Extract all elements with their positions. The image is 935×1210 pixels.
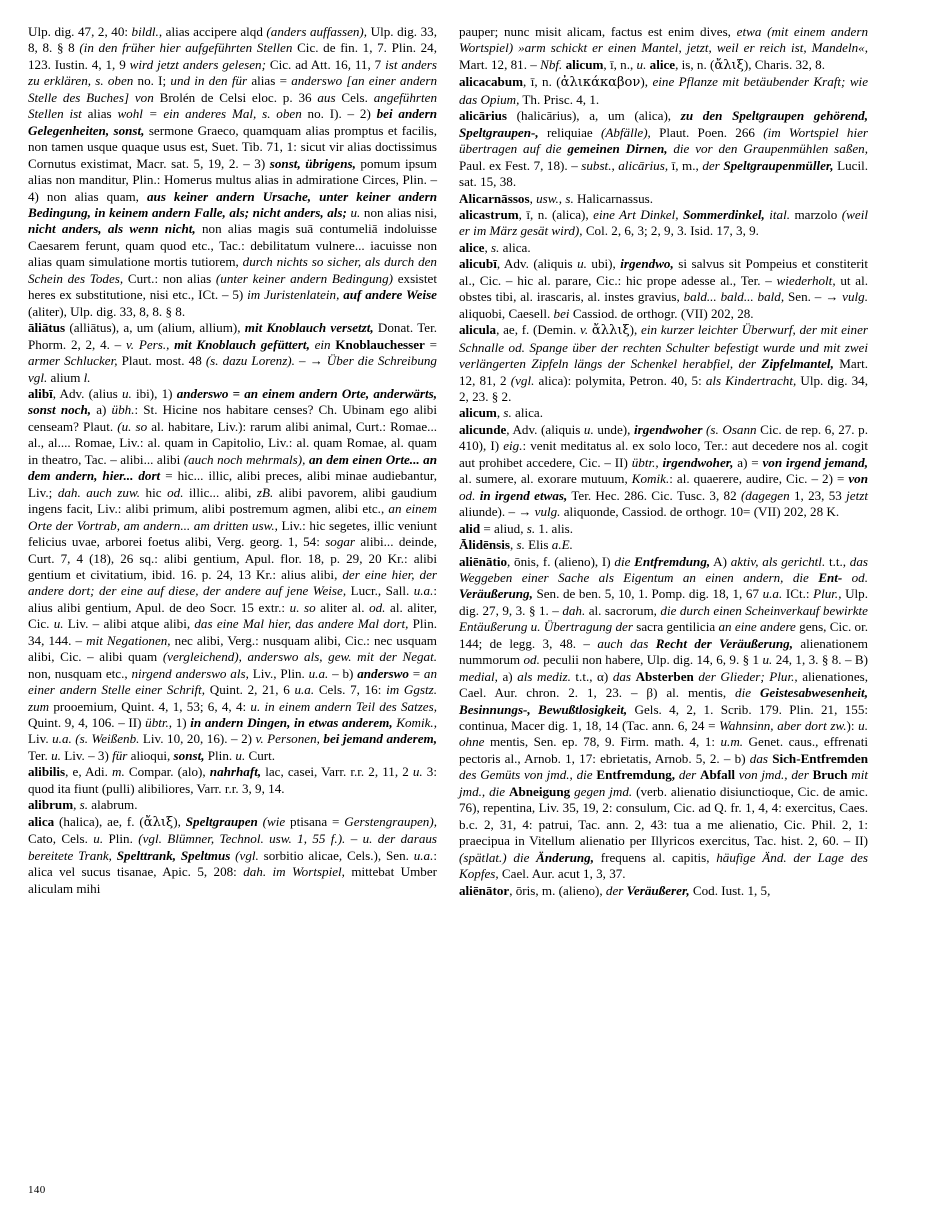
dictionary-entry: pauper; nunc misit alicam, factus est enim dives, etwa (mit einem andern Wortspiel) »arm schickt er einen Mantel, jetzt, weil er reich ist, Mandeln«, Mart. 12, 81. – Nbf. alicum, ī, n., u. alice, is, n. (ἄλιξ), Charis. 32, 8. — [459, 24, 868, 73]
dictionary-entry: alicubī, Adv. (aliquis u. ubi), irgendwo, si salvus sit Pompeius et constiterit al., Cic. – hic al. parare, Cic.: hic prope adesse al., Ter. – wiederholt, ut al. obstes tibi, al. irascaris, al. instes gravius, bald... bald... bald, Sen. – → vulg. aliquobi, Caesell. bei Cassiod. de orthogr. (VII) 202, 28. — [459, 256, 868, 321]
dictionary-entry: alice, s. alica. — [459, 239, 531, 255]
dictionary-entry: alid = aliud, s. 1. alis. — [459, 520, 573, 536]
dictionary-entry: alibilis, e, Adi. m. Compar. (alo), nahrhaft, lac, casei, Varr. r.r. 2, 11, 2 u. 3: quod ita fiunt (pulli) alibiliores, Varr. r.r. 3, 9, 14. — [28, 764, 437, 796]
dictionary-entry: alicunde, Adv. (aliquis u. unde), irgendwoher (s. Osann Cic. de rep. 6, 27. p. 410), I) eig.: venit meditatus al. ex solo loco, Ter.: aut decedere nos al. cogit aut prohibet accedere, Cic. – II) übtr., irgendwoher, a) = von irgend jemand, al. sumere, al. exorare mutuum, Komik.: al. quaerere, audire, Cic. – 2) = von od. in irgend etwas, Ter. Hec. 286. Cic. Tusc. 3, 82 (dagegen 1, 23, 53 jetzt aliunde). – → vulg. aliquonde, Cassiod. de orthogr. 10= (VII) 202, 28 K. — [459, 421, 868, 520]
dictionary-entry: aliēnātio, ōnis, f. (alieno), I) die Entfremdung, A) aktiv, als gerichtl. t.t., das Weggeben einer Sache als Eigentum an einen andern, die Ent- od. Veräußerung, Sen. de ben. 5, 10, 1. Pomp. dig. 18, 1, 67 u.a. ICt.: Plur., Ulp. dig. 27, 9, 3. § 1. – dah. al. sacrorum, die durch einen Scheinverkauf bewirkte Entäußerung u. Übertragung der sacra gentilicia an eine andere gens, Cic. or. 144; de legg. 3, 48. – auch das Recht der Veräußerung, alienationem nummorum od. peculii non habere, Ulp. dig. 14, 6, 9. § 1 u. 24, 1, 3. § 8. – B) medial, a) als mediz. t.t., α) das Absterben der Glieder; Plur., alienationes, Cael. Aur. chron. 2. 1, 23. – β) al. mentis, die Geistesabwesenheit, Besinnungs-, Bewußtlosigkeit, Gels. 4, 2, 1. Scrib. 179. Plin. 21, 155: continua, Macer dig. 1, 18, 14 (Tac. ann. 6, 24 = Wahnsinn, aber dort zw.): u. ohne mentis, Sen. ep. 78, 9. Firm. math. 4, 1: u.m. Genet. caus., effrenati pectoris al., Arnob. 1, 17: ebrietatis, Arnob. 5, 2. – b) das Sich-Entfremden des Gemüts von jmd., die Entfremdung, der Abfall von jmd., der Bruch mit jmd., die Abneigung gegen jmd. (verb. alienatio disiunctioque, Cic. de amic. 76), repentina, Liv. 35, 19, 2: consulum, Cic. ad Q. fr. 1, 4, 4: exercitus, Caes. b.c. 2, 31, 4: patrui, Tac. ann. 2, 43: tua a me alienatio, Cic. Phil. 2, 1: praecipua in Vitellum alienatio per Illyricos exercitus, Tac. hist. 2, 60. – II) (spätlat.) die Änderung, frequens al. capitis, häufige Änd. der Lage des Kopfes, Cael. Aur. acut 1, 3, 37. — [459, 553, 869, 882]
dictionary-entry: alica (halica), ae, f. (ἄλιξ), Speltgraupen (wie ptisana = Gerstengraupen), Cato, Cels. u. Plin. (vgl. Blümner, Technol. usw. 1, 55 f.). – u. der daraus bereitete Trank, Spelttrank, Speltmus (vgl. sorbitio alicae, Cels.), Sen. u.a.: alica vel sucus tisanae, Apic. 5, 208: dah. im Wortspiel, mittebat Umber aliculam mihi — [28, 813, 438, 896]
page-number: 140 — [28, 1184, 46, 1196]
left-text-column — [28, 24, 437, 897]
dictionary-entry: Alicarnāssos, usw., s. Halicarnassus. — [459, 190, 653, 206]
right-text-column — [459, 24, 868, 899]
dictionary-entry: alicastrum, ī, n. (alica), eine Art Dinkel, Sommerdinkel, ital. marzolo (weil er im März gesät wird), Col. 2, 6, 3; 2, 9, 3. Isid. 17, 3, 9. — [459, 206, 868, 239]
dictionary-entry: Ulp. dig. 47, 2, 40: bildl., alias accipere alqd (anders auffassen), Ulp. dig. 33, 8, 8. § 8 (in den früher hier aufgeführten Stellen Cic. de fin. 1, 7. Plin. 24, 123. Iustin. 4, 1, 9 wird jetzt anders gelesen; Cic. ad Att. 16, 11, 7 ist anders zu erklären, s. oben no. I; und in den für alias = anderswo [an einer andern Stelle des Buches] von Brolén de Celsi eloc. p. 36 aus Cels. angeführten Stellen ist alias wohl = ein anderes Mal, s. oben no. I). – 2) bei andern Gelegenheiten, sonst, sermone Graeco, quamquam alias promptus et facilis, non tamen usque quaque usus est, Suet. Tib. 71, 1: sicut vir alias doctissimus Cornutus existimat, Macr. sat. 5, 19, 2. – 3) sonst, übrigens, pomum ipsum alias non manditur, Plin.: Homerus multus alias in admiratione Circes, Plin. – 4) non alias quam, aus keiner andern Ursache, unter keiner andern Bedingung, in keinem andern Falle, als; nicht anders, als; u. non alias nisi, nicht anders, als wenn nicht, non alias magis suā contumeliā indoluisse Caesarem ferunt, quam quod etc., Tac.: debilitatum vulnere... iacuisse non alias quam simulatione mortis tutiorem, durch nichts so sicher, als durch den Schein des Todes, Curt.: non alias (unter keiner andern Bedingung) exsistet heres ex substitutione, nisi etc., ICt. – 5) im Juristenlatein, auf andere Weise (aliter), Ulp. dig. 33, 8, 8. § 8. — [28, 24, 437, 319]
two-column-layout — [28, 24, 907, 899]
dictionary-entry: alicum, s. alica. — [459, 405, 544, 421]
dictionary-entry: alicula, ae, f. (Demin. v. ἄλλιξ), ein kurzer leichter Überwurf, der mit einer Schnalle od. Spange über der rechten Schulter befestigt wurde und mit zwei verlängerten Zipfeln längs der Schenkel herabfiel, der Zipfelmantel, Mart. 12, 81, 2 (vgl. alica): polymita, Petron. 40, 5: als Kindertracht, Ulp. dig. 34, 2, 23. § 2. — [459, 322, 869, 404]
dictionary-entry: alicārius (halicārius), a, um (alica), zu den Speltgraupen gehörend, Speltgraupen-, reliquiae (Abfälle), Plaut. Poen. 266 (im Wortspiel hier übertragen auf die gemeinen Dirnen, die vor den Graupenmühlen saßen, Paul. ex Fest. 7, 18). – subst., alicārius, ī, m., der Speltgraupenmüller, Lucil. sat. 15, 38. — [459, 108, 868, 190]
dictionary-entry: alibrum, s. alabrum. — [28, 797, 138, 813]
dictionary-entry: aliēnātor, ōris, m. (alieno), der Veräußerer, Cod. Iust. 1, 5, — [459, 882, 771, 898]
dictionary-entry: alicacabum, ī, n. (ἀλικάκαβον), eine Pflanze mit betäubender Kraft; wie das Opium, Th. Prisc. 4, 1. — [459, 74, 868, 107]
dictionary-entry: āliātus (alliātus), a, um (alium, allium), mit Knoblauch versetzt, Donat. Ter. Phorm. 2, 2, 4. – v. Pers., mit Knoblauch gefüttert, ein Knoblauchesser = armer Schlucker, Plaut. most. 48 (s. dazu Lorenz). – → Über die Schreibung vgl. alium l. — [28, 320, 438, 385]
dictionary-entry: Ālidēnsis, s. Elis a.E. — [459, 537, 573, 553]
dictionary-entry: alibī, Adv. (alius u. ibi), 1) anderswo = an einem andern Orte, anderwärts, sonst noch, a) übh.: St. Hicine nos habitare censes? Ch. Ubinam ego alibi censeam? Plaut. (u. so al. habitare, Liv.): rarum alibi animal, Curt.: Romae... al., al.... Romae, Liv.: al. quam in Capitolio, Liv.: al. quam Romae, al. quam in theatro, Tac. – alibi... alibi (auch noch mehrmals), an dem einen Orte... an dem andern, hier... dort = hic... illic, alibi preces, alibi minae audiebantur, Liv.; dah. auch zuw. hic od. illic... alibi, zB. alibi pavorem, alibi gaudium ingens facit, Liv.: alibi primum, alibi postremum agmen, alibi etc., an einem Orte der Vortrab, am andern... am dritten usw., Liv.: hic segetes, illic veniunt felicius uvae, arborei foetus alibi, Verg. georg. 1, 54: sogar alibi... deinde, Curt. 7, 4 (18), 26 sq.: alibi gentium, Apul. flor. 18, p. 29, 20 Kr.: alibi gentium et civitatium, ibid. 16. p. 24, 13 Kr.: alius alibi, der eine hier, der andere dort; der eine auf diese, der andere auf jene Weise, Lucr., Sall. u.a.: alius alibi gentium, Apul. de deo Socr. 15 extr.: u. so aliter al. od. al. aliter, Cic. u. Liv. – alibi atque alibi, das eine Mal hier, das andere Mal dort, Plin. 34, 144. – mit Negationen, nec alibi, Verg.: nusquam alibi, Cic.: nec usquam alibi, Cic. – alibi quam (vergleichend), anderswo als, gew. mit der Negat. non, nusquam etc., nirgend anderswo als, Liv., Plin. u.a. – b) anderswo = an einer andern Stelle einer Schrift, Quint. 2, 21, 6 u.a. Cels. 7, 16: im Ggstz. zum prooemium, Quint. 4, 1, 53; 6, 4, 4: u. in einem andern Teil des Satzes, Quint. 9, 4, 106. – II) übtr., 1) in andern Dingen, in etwas anderem, Komik., Liv. u.a. (s. Weißenb. Liv. 10, 20, 16). – 2) v. Personen, bei jemand anderem, Ter. u. Liv. – 3) für alioqui, sonst, Plin. u. Curt. — [28, 385, 438, 763]
